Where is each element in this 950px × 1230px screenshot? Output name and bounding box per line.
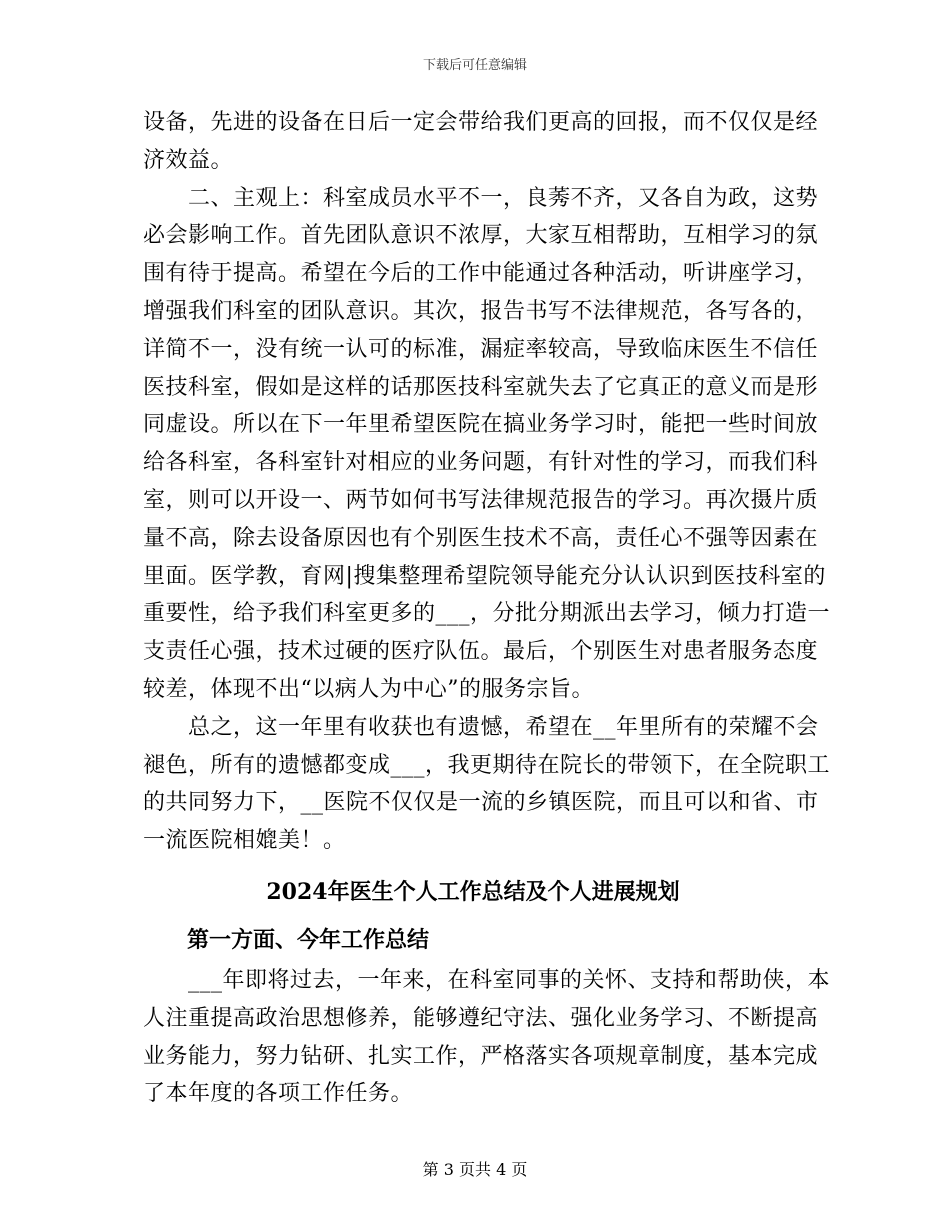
text-line: 量不高，除去设备原因也有个别医生技术不高，责任心不强等因素在 — [143, 525, 819, 551]
text-line: 了本年度的各项工作任务。 — [143, 1081, 414, 1107]
section-subtitle: 第一方面、今年工作总结 — [187, 926, 430, 953]
section-title: 2024年医生个人工作总结及个人进展规划 — [266, 878, 680, 905]
text-line: 一流医院相媲美！。 — [143, 828, 346, 854]
text-line: 室，则可以开设一、两节如何书写法律规范报告的学习。再次摄片质 — [143, 487, 819, 513]
text-line: ___年即将过去，一年来，在科室同事的关怀、支持和帮助侠，本 — [143, 967, 831, 993]
text-line: 人注重提高政治思想修养，能够遵纪守法、强化业务学习、不断提高 — [143, 1005, 819, 1031]
text-line: 较差，体现不出“以病人为中心”的服务宗旨。 — [143, 676, 594, 702]
document-body — [143, 104, 831, 1113]
text-line: 必会影响工作。首先团队意识不浓厚，大家互相帮助，互相学习的氛 — [143, 223, 819, 249]
page-header: 下载后可任意编辑 — [422, 58, 527, 73]
text-line: 里面。医学教，育网|搜集整理希望院领导能充分认认识到医技科室的 — [143, 563, 826, 589]
text-line: 医技科室，假如是这样的话那医技科室就失去了它真正的意义而是形 — [143, 374, 819, 400]
paragraph-block-a — [143, 104, 831, 860]
text-line: 给各科室，各科室针对相应的业务问题，有针对性的学习，而我们科 — [143, 450, 819, 476]
paragraph-block-b — [143, 962, 831, 1113]
text-line: 围有待于提高。希望在今后的工作中能通过各种活动，听讲座学习， — [143, 261, 819, 287]
text-line: 同虚设。所以在下一年里希望医院在搞业务学习时，能把一些时间放 — [143, 412, 819, 438]
text-line: 济效益。 — [143, 147, 234, 173]
text-line: 褪色，所有的遗憾都变成___，我更期待在院长的带领下，在全院职工 — [143, 752, 831, 778]
text-line: 设备，先进的设备在日后一定会带给我们更高的回报，而不仅仅是经 — [143, 110, 819, 135]
text-line: 总之，这一年里有收获也有遗憾，希望在__年里所有的荣耀不会 — [143, 714, 819, 740]
text-line: 增强我们科室的团队意识。其次，报告书写不法律规范，各写各的， — [143, 298, 819, 324]
page-footer: 第 3 页共 4 页 — [422, 1160, 528, 1179]
text-line: 业务能力，努力钻研、扎实工作，严格落实各项规章制度，基本完成 — [143, 1043, 819, 1069]
text-line: 的共同努力下，__医院不仅仅是一流的乡镇医院，而且可以和省、市 — [143, 790, 819, 816]
text-line: 二、主观上：科室成员水平不一，良莠不齐，又各自为政，这势 — [143, 185, 819, 211]
text-line: 详简不一，没有统一认可的标准，漏症率较高，导致临床医生不信任 — [143, 336, 819, 362]
text-line: 支责任心强，技术过硬的医疗队伍。最后，个别医生对患者服务态度 — [143, 639, 819, 665]
text-line: 重要性，给予我们科室更多的___，分批分期派出去学习，倾力打造一 — [143, 601, 831, 627]
